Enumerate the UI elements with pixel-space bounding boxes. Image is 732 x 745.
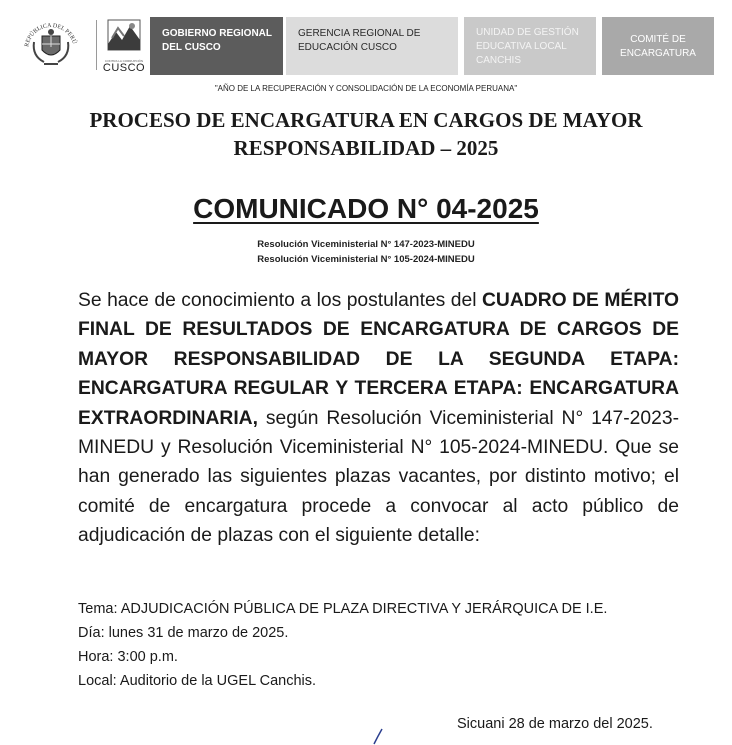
year-motto: "AÑO DE LA RECUPERACIÓN Y CONSOLIDACIÓN DE LA ECONOMÍA PERUANA": [214, 84, 518, 93]
logo-text: CUSCO: [102, 62, 146, 74]
document-header: [14, 12, 714, 76]
detail-local: Local: Auditorio de la UGEL Canchis.: [78, 673, 317, 689]
page-title: PROCESO DE ENCARGATURA EN CARGOS DE MAYOR RESPONSABILIDAD – 2025: [89, 108, 643, 160]
gobierno-regional-box: GOBIERNO REGIONAL DEL CUSCO: [150, 17, 283, 75]
ugel-canchis-box: UNIDAD DE GESTIÓN EDUCATIVA LOCAL CANCHIS: [464, 17, 596, 75]
signature-stroke-icon: [368, 728, 388, 745]
emblem-text: REPÚBLICA DEL PERÚ: [24, 22, 78, 48]
cusco-mountain-icon: [102, 18, 146, 52]
communique-number: COMUNICADO N° 04-2025: [193, 193, 539, 224]
peru-coat-of-arms-icon: [20, 14, 82, 74]
detail-hora: Hora: 3:00 p.m.: [78, 649, 178, 665]
header-divider: [96, 20, 97, 70]
event-details: [78, 597, 607, 693]
comite-encargatura-box: COMITÉ DE ENCARGATURA: [602, 17, 714, 75]
body-paragraph: Se hace de conocimiento a los postulantes del CUADRO DE MÉRITO FINAL DE RESULTADOS DE ENCARGATURA DE CARGOS DE MAYOR RESPONSABILIDAD DE LA SEGUNDA ETAPA: ENCARGATURA REGULAR Y TERCERA ETAPA: ENCARGATURA EXTRAORDINARIA, según Resolución Viceministerial N° 147-2023-MINEDU y Resolución Viceministerial N° 105-2024-MINEDU. Que se han generado las siguientes plazas vacantes, por distinto motivo; el comité de encargatura procede a convocar al acto público de adjudicación de plazas con el siguiente detalle:: [78, 290, 679, 547]
gerencia-regional-box: GERENCIA REGIONAL DE EDUCACIÓN CUSCO: [286, 17, 458, 75]
detail-dia: Día: lunes 31 de marzo de 2025.: [78, 625, 289, 641]
logo-subtext: CONTRA LA CORRUPCIÓN: [104, 59, 144, 63]
detail-tema: Tema: ADJUDICACIÓN PÚBLICA DE PLAZA DIRECTIVA Y JERÁRQUICA DE I.E.: [78, 601, 608, 617]
cusco-logo: [102, 18, 146, 74]
resolution-line: Resolución Viceministerial N° 105-2024-MINEDU: [257, 254, 475, 265]
issue-date: Sicuani 28 de marzo del 2025.: [457, 716, 653, 732]
resolution-references: [0, 237, 732, 267]
resolution-line: Resolución Viceministerial N° 147-2023-MINEDU: [257, 239, 475, 250]
